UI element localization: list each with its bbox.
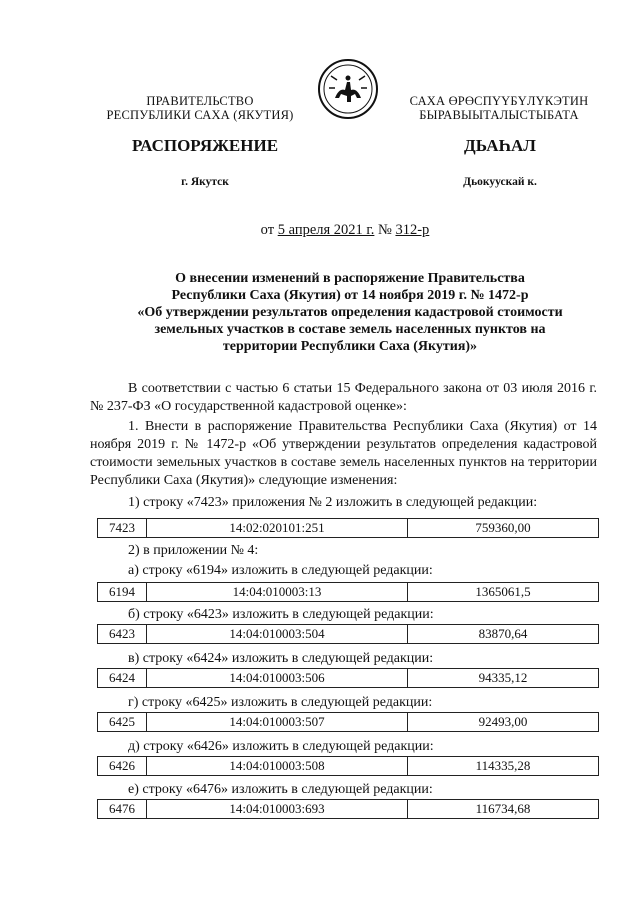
item-1: 1) строку «7423» приложения № 2 изложить в следующей редакции: — [128, 495, 538, 510]
document-subject — [100, 270, 600, 355]
date-prefix: от — [260, 222, 278, 238]
city-ru: г. Якутск — [181, 176, 229, 188]
cadastral-value: 83870,64 — [478, 626, 528, 641]
row-number: 6425 — [98, 713, 147, 731]
cadastral-value: 116734,68 — [475, 801, 531, 816]
gov-sakha-line-1: САХА ӨРӨСПҮҮБҮЛҮКЭТИН — [409, 94, 589, 108]
paragraph-basis: В соответствии с частью 6 статьи 15 Федерального закона от 03 июля 2016 г. № 237-ФЗ «О государственной кадастровой оценке»: — [90, 381, 597, 414]
table-row — [97, 799, 599, 819]
cadastral-value: 94335,12 — [478, 670, 528, 685]
cadastral-value: 759360,00 — [475, 520, 531, 535]
row-number: 6423 — [98, 625, 147, 643]
doc-date: 5 апреля 2021 г. — [277, 222, 375, 238]
row-number: 6424 — [98, 669, 147, 687]
cadastral-number: 14:04:010003:693 — [147, 800, 408, 818]
cadastral-number: 14:04:010003:507 — [147, 713, 408, 731]
item-2v: в) строку «6424» изложить в следующей редакции: — [128, 651, 434, 666]
item-2: 2) в приложении № 4: — [128, 543, 259, 558]
coat-of-arms-emblem — [317, 58, 379, 120]
doc-number: 312-р — [395, 222, 430, 238]
table-row — [97, 756, 599, 776]
subject-line: земельных участков в составе земель населенных пунктов на — [154, 322, 546, 337]
item-2e: е) строку «6476» изложить в следующей редакции: — [128, 782, 433, 797]
cadastral-number: 14:04:010003:508 — [147, 757, 408, 775]
cadastral-number: 14:04:010003:506 — [147, 669, 408, 687]
government-name-sakha — [394, 94, 604, 122]
cadastral-number: 14:04:010003:13 — [147, 583, 408, 601]
gov-line-2: РЕСПУБЛИКИ САХА (ЯКУТИЯ) — [106, 108, 294, 122]
cadastral-number: 14:02:020101:251 — [147, 519, 408, 537]
subject-line: «Об утверждении результатов определения кадастровой стоимости — [137, 305, 563, 320]
government-name-ru — [90, 94, 310, 122]
city-sakha: Дьокуускай к. — [463, 176, 537, 188]
cadastral-value: 92493,00 — [478, 714, 528, 729]
item-2b: б) строку «6423» изложить в следующей редакции: — [128, 607, 434, 622]
table-row — [97, 582, 599, 602]
gov-sakha-line-2: БЫРАВЫЫТАЛЫСТЫБАТА — [419, 108, 579, 122]
row-number: 7423 — [98, 519, 147, 537]
subject-line: О внесении изменений в распоряжение Правительства — [175, 271, 525, 286]
row-number: 6476 — [98, 800, 147, 818]
cadastral-number: 14:04:010003:504 — [147, 625, 408, 643]
table-row — [97, 518, 599, 538]
table-row — [97, 712, 599, 732]
subject-line: Республики Саха (Якутия) от 14 ноября 2019 г. № 1472-р — [171, 288, 529, 303]
table-row — [97, 668, 599, 688]
cadastral-value: 1365061,5 — [475, 584, 531, 599]
item-2d: д) строку «6426» изложить в следующей редакции: — [128, 739, 434, 754]
doc-title-sakha: ДЬАҺАЛ — [464, 136, 536, 155]
gov-line-1: ПРАВИТЕЛЬСТВО — [146, 94, 254, 108]
item-2g: г) строку «6425» изложить в следующей редакции: — [128, 695, 433, 710]
table-row — [97, 624, 599, 644]
date-line — [200, 222, 490, 239]
doc-title-ru: РАСПОРЯЖЕНИЕ — [131, 136, 279, 155]
paragraph-amend: 1. Внести в распоряжение Правительства Республики Саха (Якутия) от 14 ноября 2019 г. № 1472-р «Об утверждении результатов определения кадастровой стоимости земельных участков в составе земель населенных пунктов на территории Республики Саха (Якутия)» следующие изменения: — [90, 419, 597, 488]
number-label: № — [374, 222, 396, 238]
row-number: 6426 — [98, 757, 147, 775]
subject-line: территории Республики Саха (Якутия)» — [222, 339, 478, 354]
cadastral-value: 114335,28 — [475, 758, 531, 773]
row-number: 6194 — [98, 583, 147, 601]
item-2a: а) строку «6194» изложить в следующей редакции: — [128, 563, 433, 578]
